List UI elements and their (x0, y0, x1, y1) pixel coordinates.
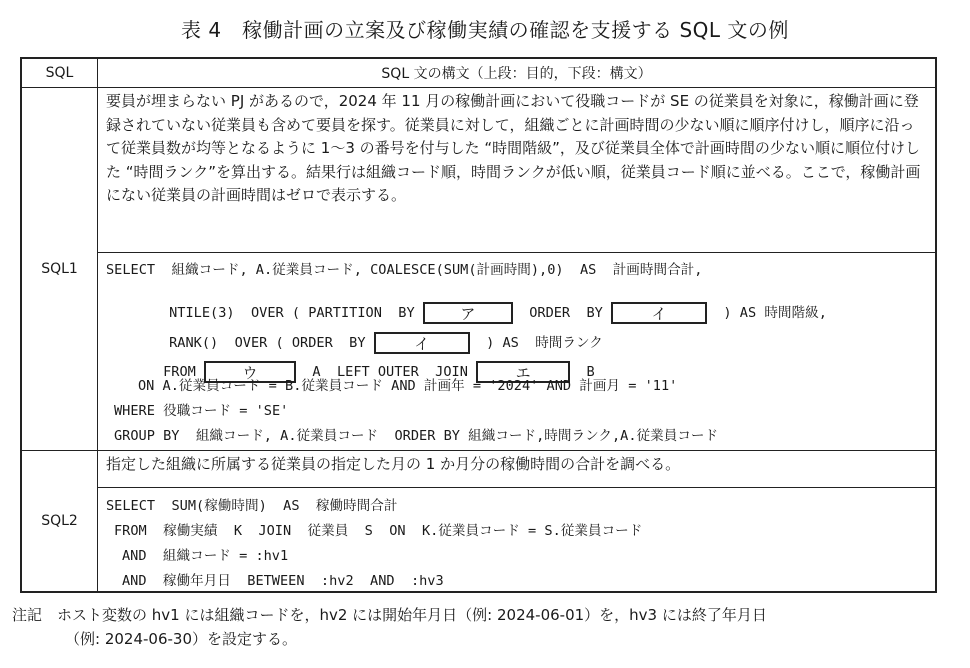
sql1-join-text: A LEFT OUTER JOIN (296, 364, 477, 380)
sql1-line-where: WHERE 役職コード = 'SE' (114, 403, 289, 419)
table-title: 表 4 稼働計画の立案及び稼働実績の確認を支援する SQL 文の例 (181, 18, 789, 42)
footnote-line-1: 注記 ホスト変数の hv1 には組織コードを，hv2 には開始年月日（例: 2024-06-01）を，hv3 には終了年月日 (12, 606, 767, 624)
sql2-label: SQL2 (41, 513, 78, 529)
footnote-line-2: （例: 2024-06-30）を設定する。 (65, 630, 297, 648)
sql1-line-groupby: GROUP BY 組織コード, A.従業員コード ORDER BY 組織コード,時間ランク,A.従業員コード (114, 428, 719, 444)
blank-i-2: イ (374, 332, 470, 354)
sql2-code (98, 488, 935, 591)
blank-i: イ (611, 302, 707, 324)
sql2-line-from: FROM 稼働実績 K JOIN 従業員 S ON K.従業員コード = S.従業員コード (114, 523, 643, 539)
sql1-rank-alias-text: ) AS 時間ランク (469, 335, 603, 351)
row-divider (22, 450, 935, 451)
sql1-from-text: FROM (163, 364, 205, 380)
sql1-label: SQL1 (41, 261, 78, 277)
sql1-code (98, 253, 935, 450)
sql2-line-and-org: AND 組織コード = :hv1 (122, 548, 289, 564)
row-divider (22, 87, 935, 88)
sql1-line-on: ON A.従業員コード = B.従業員コード AND 計画年 = '2024' AND 計画月 = '11' (138, 378, 678, 394)
sql1-rank-text: RANK() OVER ( ORDER BY (169, 335, 374, 351)
footnote (12, 603, 952, 651)
sql1-line-select: SELECT 組織コード, A.従業員コード, COALESCE(SUM(計画時間),0) AS 計画時間合計, (106, 262, 703, 278)
blank-a: ア (423, 302, 513, 324)
sql1-orderby-text: ORDER BY (512, 305, 612, 321)
sql1-ntile-text: NTILE(3) OVER ( PARTITION BY (169, 305, 423, 321)
sql-table (20, 57, 937, 593)
blank-e: エ (476, 361, 570, 383)
sql2-purpose: 指定した組織に所属する従業員の指定した月の 1 か月分の稼働時間の合計を調べる。 (106, 455, 681, 473)
header-syntax: SQL 文の構文（上段：目的，下段：構文） (381, 66, 652, 82)
header-sql: SQL (45, 65, 74, 81)
sql1-purpose: 要員が埋まらない PJ があるので，2024 年 11 月の稼働計画において役職コードが SE の従業員を対象に，稼働計画に登録されていない従業員も含めて要員を探す。従業員に対して，組織ごとに計画時間の少ない順に順序付けし，順序に沿って従業員数が均等となるように 1〜3 の番号を付与した “時間階級”，及び従業員全体で計画時間の少ない順に順位付けした “時間ランク”を算出する。結果行は組織コード順，時間ランクが低い順，従業員コード順に並べる。ここで，稼働計画にない従業員の計画時間はゼロで表示する。 (106, 92, 921, 204)
sql1-alias-text: ) AS 時間階級, (707, 305, 827, 321)
blank-u: ウ (204, 361, 296, 383)
sql2-line-select: SELECT SUM(稼働時間) AS 稼働時間合計 (106, 498, 398, 514)
sql1-b-text: B (570, 364, 595, 380)
sql2-line-and-date: AND 稼働年月日 BETWEEN :hv2 AND :hv3 (122, 573, 444, 589)
